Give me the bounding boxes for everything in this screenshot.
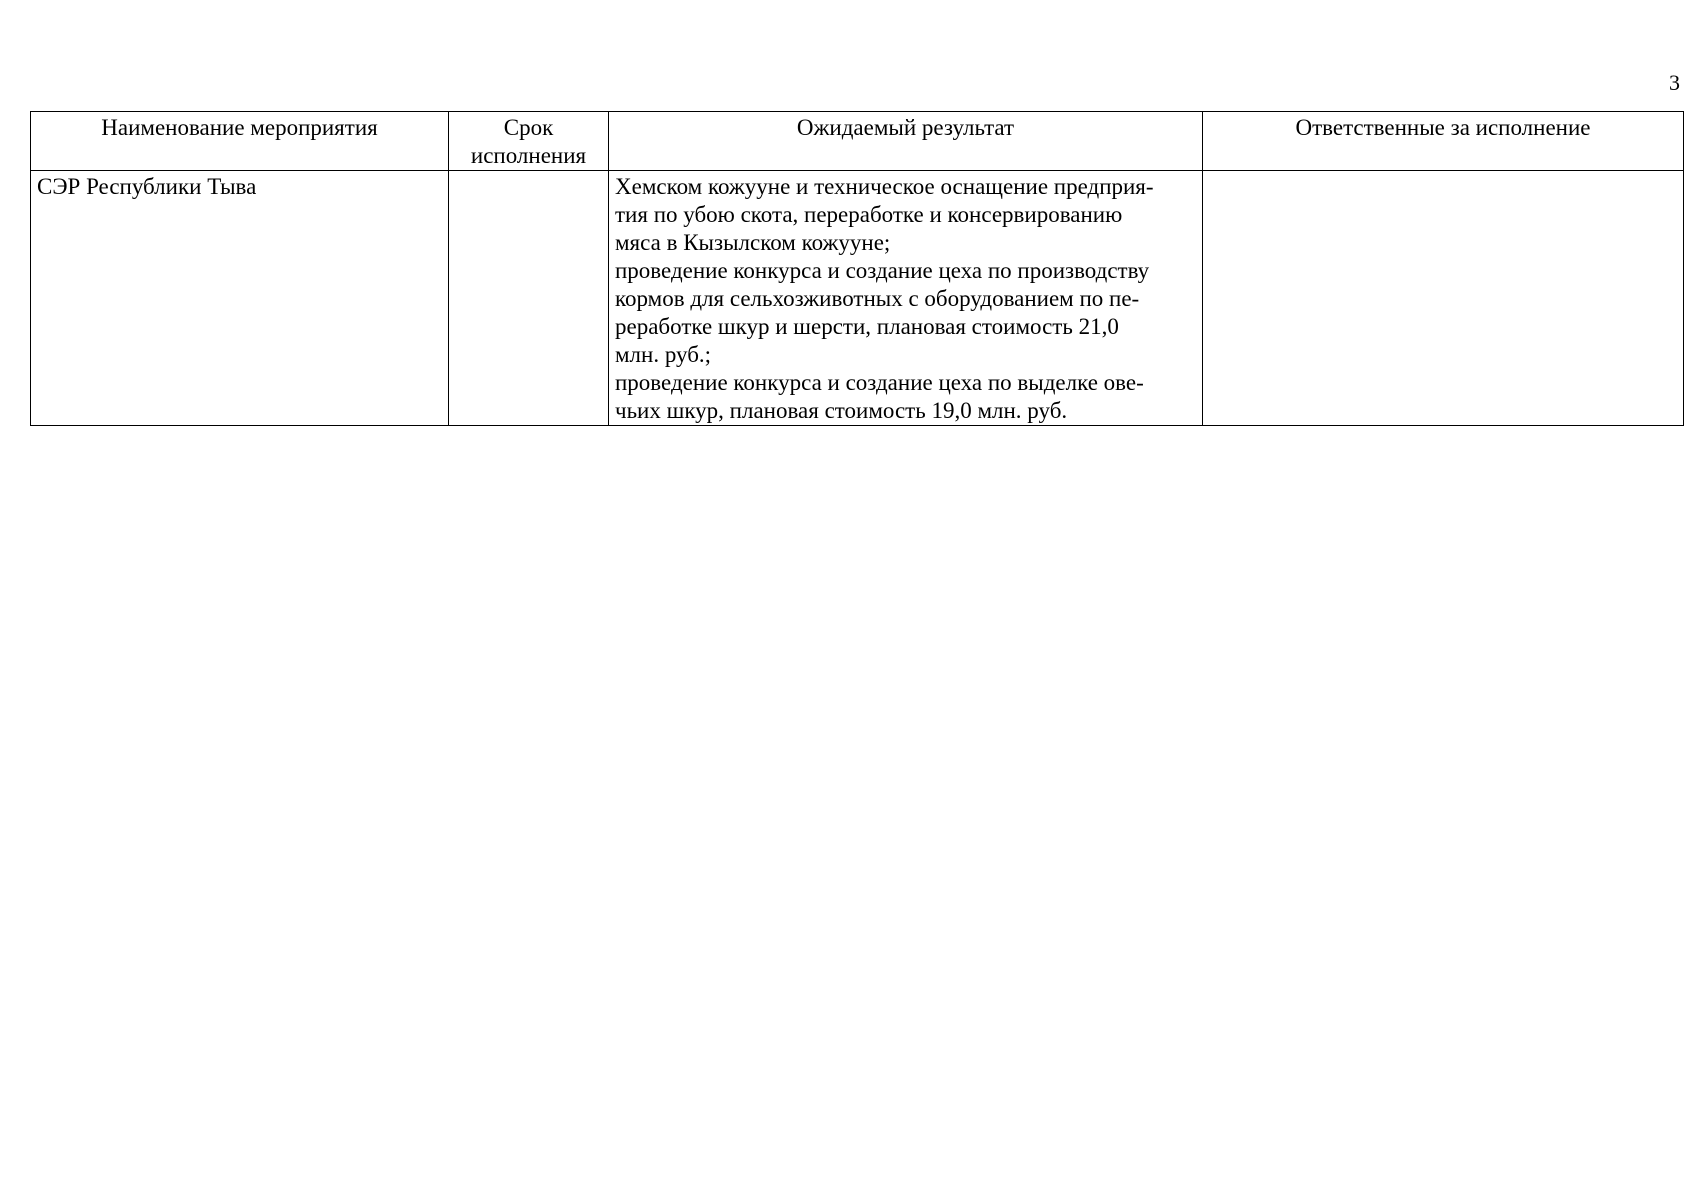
- measures-table: [30, 111, 1684, 426]
- cell-deadline: [449, 171, 609, 426]
- table-header-row: [31, 112, 1684, 171]
- result-line: мяса в Кызылском кожууне;: [615, 230, 891, 255]
- result-line: чьих шкур, плановая стоимость 19,0 млн. руб.: [615, 398, 1068, 423]
- result-line: Хемском кожууне и техническое оснащение предприя-: [615, 174, 1154, 199]
- header-event-name: Наименование мероприятия: [31, 112, 449, 171]
- result-line: проведение конкурса и создание цеха по производству: [615, 258, 1150, 283]
- header-deadline: [449, 112, 609, 171]
- table-row: [31, 171, 1684, 426]
- header-responsible: Ответственные за исполнение: [1203, 112, 1684, 171]
- cell-responsible: [1203, 171, 1684, 426]
- result-line: млн. руб.;: [615, 342, 712, 367]
- header-deadline-line2: исполнения: [470, 143, 587, 168]
- result-line: проведение конкурса и создание цеха по выделке ове-: [615, 370, 1144, 395]
- header-expected-result: Ожидаемый результат: [609, 112, 1203, 171]
- result-line: кормов для сельхозживотных с оборудованием по пе-: [615, 286, 1140, 311]
- cell-event-name: СЭР Республики Тыва: [31, 171, 449, 426]
- page-number: 3: [1669, 70, 1680, 95]
- header-deadline-line1: Срок: [503, 115, 554, 140]
- result-line: тия по убою скота, переработке и консервированию: [615, 202, 1123, 227]
- result-line: реработке шкур и шерсти, плановая стоимость 21,0: [615, 314, 1119, 339]
- cell-expected-result: [609, 171, 1203, 426]
